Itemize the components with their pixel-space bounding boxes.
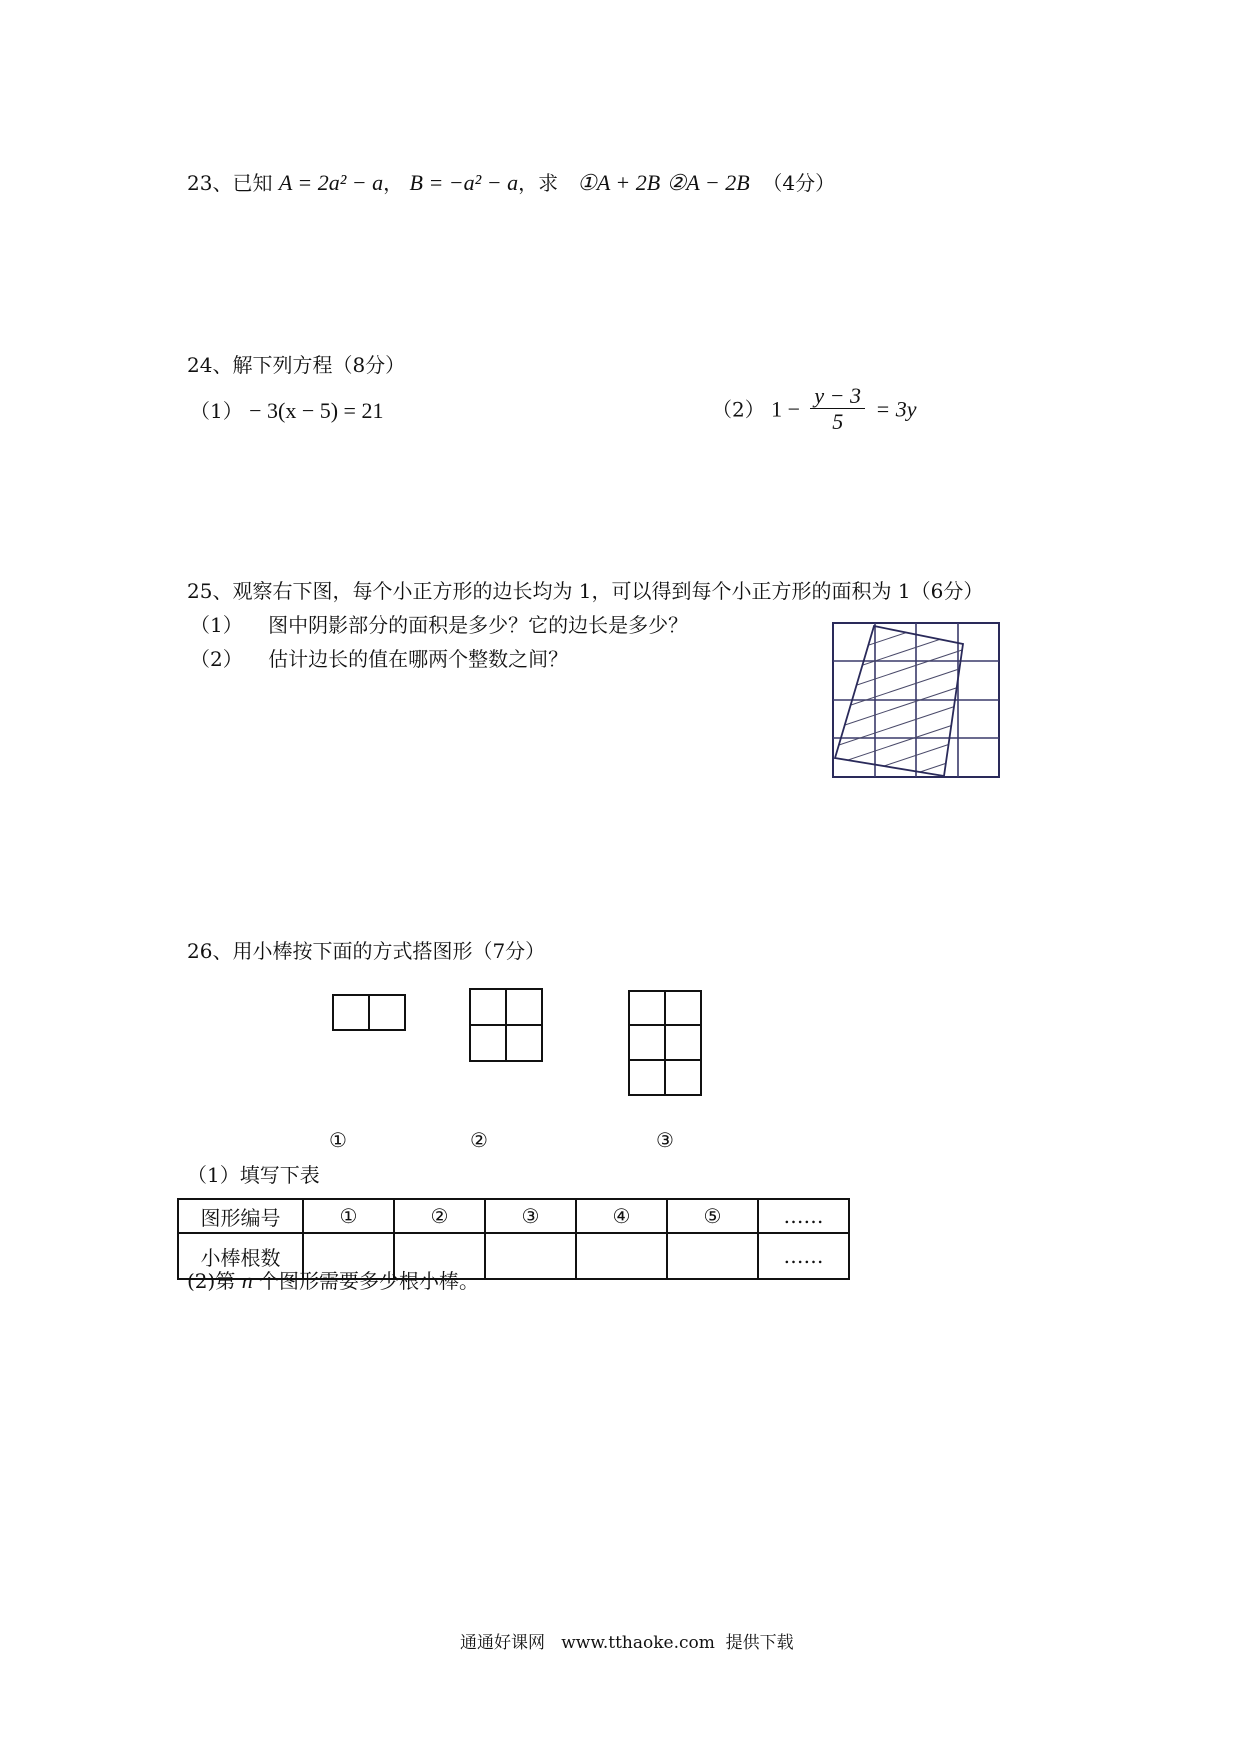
table-row-ellipsis: ……: [758, 1233, 849, 1279]
q26-sub2: [187, 1268, 479, 1294]
q23-sep: ，: [383, 171, 404, 195]
question-25-title: 25、观察右下图，每个小正方形的边长均为 1，可以得到每个小正方形的面积为 1（6分）: [187, 579, 984, 603]
q26-figure-2-label: ②: [470, 1128, 488, 1152]
table-header-cell: ⑤: [667, 1199, 758, 1233]
q24-part1: [190, 398, 383, 424]
table-answer-cell[interactable]: [485, 1233, 576, 1279]
table-header-cell: ……: [758, 1199, 849, 1233]
page-footer: 通通好课网 www.tthaoke.com 提供下载: [460, 1633, 794, 1653]
q24-part2-denominator: 5: [832, 409, 844, 434]
table-header-row: [178, 1199, 849, 1233]
q24-part1-expr: − 3(x − 5) = 21: [249, 398, 384, 423]
table-row-label: 小棒根数: [178, 1233, 303, 1279]
q25-item1-label: （1）: [190, 613, 243, 637]
q26-figure-1: [332, 994, 406, 1032]
q26-sub2-prefix: (2)第: [187, 1269, 236, 1293]
q24-part2-left: 1 −: [771, 396, 801, 422]
q23-expr-b: B = −a² − a: [409, 170, 519, 195]
q23-text: 已知: [232, 171, 273, 195]
q26-figure-1-label: ①: [329, 1128, 347, 1152]
q23-part1: ①A + 2B: [577, 170, 661, 195]
q26-sub2-suffix: 个图形需要多少根小棒。: [259, 1269, 480, 1293]
q24-part1-label: （1）: [190, 399, 243, 423]
table-header-cell: ②: [394, 1199, 485, 1233]
q24-part2-right: = 3y: [875, 396, 917, 422]
q23-ask: ，求: [518, 171, 559, 195]
q25-item2-label: （2）: [190, 647, 243, 671]
q26-figure-3: [628, 990, 702, 1096]
question-24-title: 24、解下列方程（8分）: [187, 353, 406, 377]
q23-score: （4分）: [762, 171, 836, 195]
question-23: [187, 170, 835, 196]
q24-part2-label: （2）: [712, 397, 765, 422]
q26-sub2-n: n: [241, 1268, 253, 1293]
q24-part2-numerator: y − 3: [810, 384, 865, 409]
q26-figure-3-label: ③: [656, 1128, 674, 1152]
table-header-cell: ①: [303, 1199, 394, 1233]
q25-item1: [190, 612, 688, 638]
q23-number: 23、: [187, 171, 233, 195]
q26-sub1: （1）填写下表: [187, 1163, 320, 1187]
table-answer-cell[interactable]: [667, 1233, 758, 1279]
table-header-cell: 图形编号: [178, 1199, 303, 1233]
table-answer-cell[interactable]: [576, 1233, 667, 1279]
q23-expr-a: A = 2a² − a: [278, 170, 384, 195]
table-header-cell: ④: [576, 1199, 667, 1233]
q23-part2: ②A − 2B: [666, 170, 750, 195]
q25-item2: [190, 646, 568, 672]
q25-item1-text: 图中阴影部分的面积是多少？它的边长是多少？: [268, 613, 689, 637]
q24-part2-fraction: [810, 384, 865, 435]
table-header-cell: ③: [485, 1199, 576, 1233]
q25-grid-figure: [830, 620, 1005, 782]
q26-figure-2: [469, 988, 543, 1062]
q25-item2-text: 估计边长的值在哪两个整数之间？: [268, 647, 569, 671]
question-26-title: 26、用小棒按下面的方式搭图形（7分）: [187, 939, 546, 963]
q24-part2: [712, 384, 916, 435]
